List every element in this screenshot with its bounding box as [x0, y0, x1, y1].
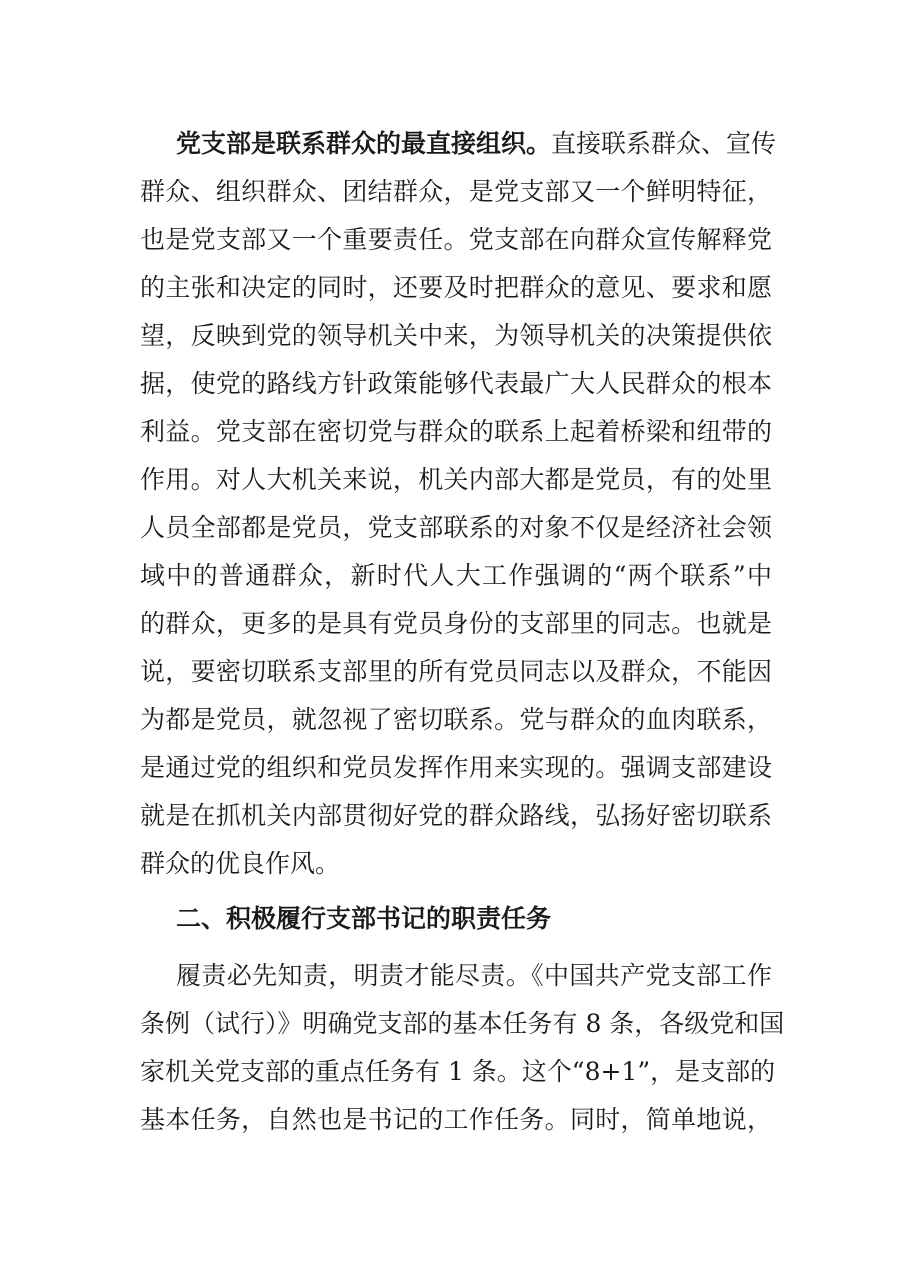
paragraph-1-line-2: 群众、组织群众、团结群众，是党支部又一个鲜明特征， [140, 177, 772, 206]
paragraph-1-line-1-rest: 直接联系群众、宣传 [551, 129, 777, 158]
paragraph-2-line-2: 条例（试行）》明确党支部的基本任务有 8 条，各级党和国 [140, 1009, 785, 1038]
paragraph-1-line-15: 就是在抓机关内部贯彻好党的群众路线，弘扬好密切联系 [140, 801, 772, 830]
paragraph-1-line-7: 利益。党支部在密切党与群众的联系上起着桥梁和纽带的 [140, 417, 772, 446]
paragraph-1-line-5: 望，反映到党的领导机关中来，为领导机关的决策提供依 [140, 321, 772, 350]
paragraph-1-line-4: 的主张和决定的同时，还要及时把群众的意见、要求和愿 [140, 273, 772, 302]
paragraph-1-line-11: 的群众，更多的是具有党员身份的支部里的同志。也就是 [140, 609, 772, 638]
paragraph-lead-bold: 党支部是联系群众的最直接组织。 [176, 129, 552, 158]
paragraph-1-line-10: 域中的普通群众，新时代人大工作强调的“两个联系”中 [140, 561, 772, 590]
paragraph-1-line-16: 群众的优良作风。 [140, 849, 341, 878]
paragraph-1-line-3: 也是党支部又一个重要责任。党支部在向群众宣传解释党 [140, 225, 772, 254]
paragraph-2-line-4: 基本任务，自然也是书记的工作任务。同时，简单地说， [140, 1105, 772, 1134]
paragraph-2-line-1: 履责必先知责，明责才能尽责。《中国共产党支部工作 [176, 961, 772, 990]
paragraph-1-line-6: 据，使党的路线方针政策能够代表最广大人民群众的根本 [140, 369, 772, 398]
paragraph-1-line-14: 是通过党的组织和党员发挥作用来实现的。强调支部建设 [140, 753, 772, 782]
paragraph-1-line-1 [176, 128, 777, 160]
paragraph-1-line-9: 人员全部都是党员，党支部联系的对象不仅是经济社会领 [140, 513, 772, 542]
section-heading: 二、积极履行支部书记的职责任务 [176, 904, 552, 933]
paragraph-1-line-12: 说，要密切联系支部里的所有党员同志以及群众，不能因 [140, 657, 772, 686]
paragraph-1-line-8: 作用。对人大机关来说，机关内部大都是党员，有的处里 [140, 465, 772, 494]
paragraph-2-line-3: 家机关党支部的重点任务有 1 条。这个“8+1”，是支部的 [140, 1057, 776, 1086]
paragraph-1-line-13: 为都是党员，就忽视了密切联系。党与群众的血肉联系， [140, 705, 772, 734]
